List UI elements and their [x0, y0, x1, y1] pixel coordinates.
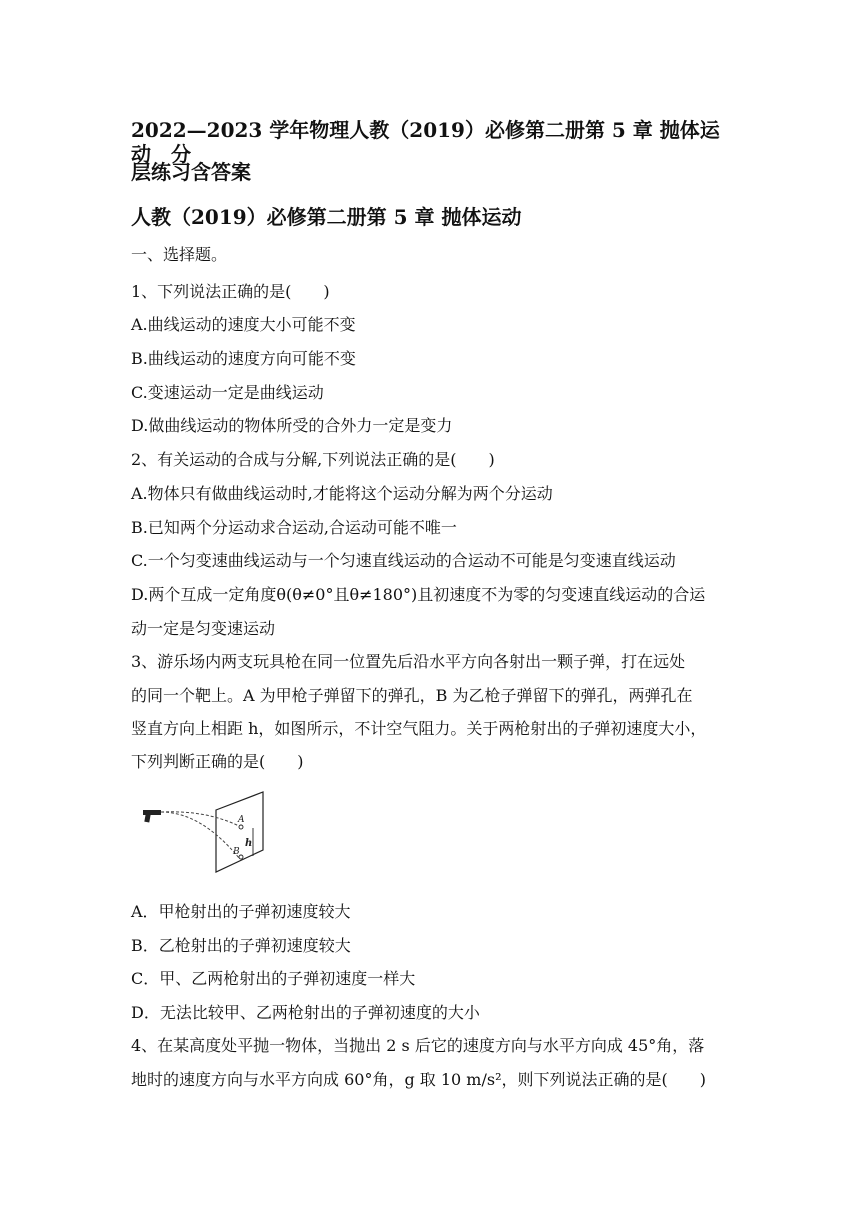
target-board: [216, 792, 263, 872]
question-4-stem-line-2: 地时的速度方向与水平方向成 60°角，g 取 10 m/s²，则下列说法正确的是( ): [131, 1070, 706, 1089]
document-title-line-1: 2022—2023 学年物理人教（2019）必修第二册第 5 章 抛体运动 分: [131, 118, 720, 166]
question-3-stem-line-2: 的同一个靶上。A 为甲枪子弹留下的弹孔，B 为乙枪子弹留下的弹孔，两弹孔在: [131, 686, 693, 705]
label-b: B: [233, 847, 240, 857]
question-3-stem-line-3: 竖直方向上相距 h，如图所示，不计空气阻力。关于两枪射出的子弹初速度大小，: [131, 719, 707, 738]
question-2-option-c: C.一个匀变速曲线运动与一个匀速直线运动的合运动不可能是匀变速直线运动: [131, 551, 676, 570]
question-1-option-d: D.做曲线运动的物体所受的合外力一定是变力: [131, 416, 453, 435]
question-4-stem-line-1: 4、在某高度处平抛一物体，当抛出 2 s 后它的速度方向与水平方向成 45°角，落: [131, 1036, 705, 1055]
toy-gun-icon: [143, 810, 161, 822]
trajectory-a: [161, 812, 239, 826]
question-1-stem: 1、下列说法正确的是( ): [131, 282, 330, 301]
question-1-option-b: B.曲线运动的速度方向可能不变: [131, 349, 356, 368]
document-subtitle: 人教（2019）必修第二册第 5 章 抛体运动: [131, 205, 522, 229]
question-2-option-a: A.物体只有做曲线运动时,才能将这个运动分解为两个分运动: [131, 484, 553, 503]
question-3-option-a: A．甲枪射出的子弹初速度较大: [131, 902, 351, 921]
bullet-hole-a: [239, 825, 243, 829]
question-3-option-b: B．乙枪射出的子弹初速度较大: [131, 936, 351, 955]
question-2-option-d: D.两个互成一定角度θ(θ≠0°且θ≠180°)且初速度不为零的匀变速直线运动的合运: [131, 585, 706, 604]
document-title-line-2: 层练习含答案: [131, 160, 251, 184]
question-3-option-c: C．甲、乙两枪射出的子弹初速度一样大: [131, 969, 416, 988]
trajectory-b: [161, 812, 239, 858]
question-1-option-a: A.曲线运动的速度大小可能不变: [131, 315, 356, 334]
question-2-option-b: B.已知两个分运动求合运动,合运动可能不唯一: [131, 518, 457, 537]
question-3-option-d: D．无法比较甲、乙两枪射出的子弹初速度的大小: [131, 1003, 480, 1022]
question-2-stem: 2、有关运动的合成与分解,下列说法正确的是( ): [131, 450, 495, 469]
question-3-stem-line-1: 3、游乐场内两支玩具枪在同一位置先后沿水平方向各射出一颗子弹，打在远处: [131, 652, 686, 671]
section-heading: 一、选择题。: [131, 245, 228, 264]
question-2-option-d-cont: 动一定是匀变速运动: [131, 619, 276, 638]
projectile-target-figure: [141, 790, 269, 876]
question-3-stem-line-4: 下列判断正确的是( ): [131, 752, 304, 771]
label-h: h: [245, 838, 253, 849]
question-1-option-c: C.变速运动一定是曲线运动: [131, 383, 324, 402]
label-a: A: [238, 815, 245, 825]
